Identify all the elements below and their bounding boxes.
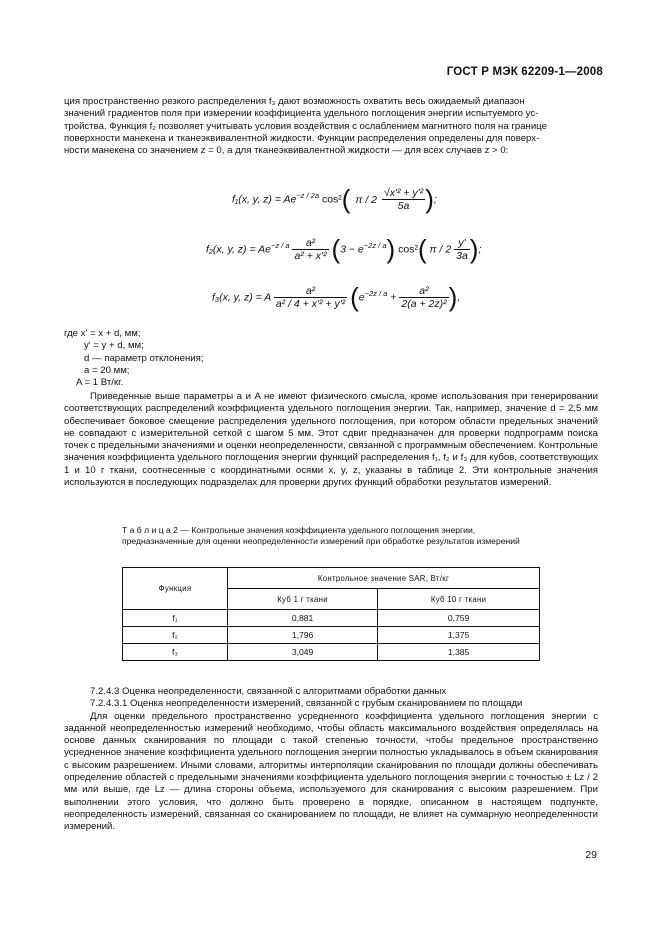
table-cell-function: f₃ <box>123 644 228 661</box>
formula-f3-den2: 2(a + 2z)² <box>401 298 447 310</box>
formula-f2-cos: cos² <box>398 243 418 256</box>
table-cell-1g: 3,049 <box>228 644 378 661</box>
where-row-2: y' = y + d, мм; <box>84 340 144 352</box>
table-cell-10g: 1,385 <box>378 644 540 661</box>
table-row <box>123 627 540 644</box>
table-cell-function: f₁ <box>123 610 228 627</box>
formula-f3-plus: + <box>390 291 397 304</box>
intro-line-5: ности манекена со значением z = 0, а для тканеэквивалентной жидкости — для всех случаев z > 0: <box>64 145 509 157</box>
formula-f3-e: e <box>358 291 365 304</box>
table-cell-function: f₂ <box>123 627 228 644</box>
table-cell-1g: 1,796 <box>228 627 378 644</box>
paragraph-1-text: Приведенные выше параметры a и A не имеют физического смысла, кроме использования при генерировании соответствующих распределений коэффициента удельного поглощения энергии. Так, например, значение d = 2,5 мм обеспечивает боковое смещение распределения удельного поглощения, при котором области предельных значений не совпадают с измерительной сеткой с шагом 5 мм. Этот сдвиг предназначен для проверки подпрограмм поиска точек с предельными значениями и оценки неопределенности, связанной с программным обеспечением. Контрольные значения коэффициента удельного поглощения энергии функций распределения f₁, f₂ и f₃ для кубов, соответствующих 1 и 10 г ткани, соотнесенные с координатными осями x, y, z, указаны в таблице 2. Эти контрольные значения используются в последующих подразделах для проверки других функций обработки результатов измерений. <box>64 391 598 489</box>
formula-f3-lhs: f₃(x, y, z) = A <box>212 291 271 304</box>
formula-f3-num: a² <box>305 285 316 297</box>
intro-line-4: поверхности манекена и тканеэквивалентной жидкости. Функции распределения определены для поверх- <box>64 132 540 144</box>
formula-f2-den: a² + x'² <box>294 250 327 262</box>
table-header-1g: Куб 1 г ткани <box>228 589 378 610</box>
where-row-4: a = 20 мм; <box>84 364 130 376</box>
where-row-3: d — параметр отклонения; <box>84 352 204 364</box>
table-header-10g: Куб 10 г ткани <box>378 589 540 610</box>
where-block <box>64 328 204 389</box>
formula-f1-sqrt-fraction: $\frac{\text{√x'² + y'²}}{5a}$ <box>383 187 424 212</box>
table-cell-10g: 1,375 <box>378 627 540 644</box>
table-cell-1g: 0,881 <box>228 610 378 627</box>
formula-f2-y-fraction <box>454 237 470 262</box>
formula-f3: f₃(x, y, z) = A $\frac{\text{a²}}{\text{a² / 4 + x'² + y'²}}$ ($e^{-2z / a}$ + $\frac{\text{a²}}{\text{2(a + 2z)²}}$ ), <box>212 282 461 312</box>
formula-f1-lhs: f₁(x, y, z) = Ae <box>232 193 297 206</box>
formula-f1-den: 5a <box>382 199 425 212</box>
where-row-1: где x' = x + d, мм; <box>64 328 141 339</box>
sar-table <box>122 567 540 661</box>
formula-f3-den: a² / 4 + x'² + y'² <box>275 298 346 310</box>
formula-f2-lhs: f₂(x, y, z) = Ae <box>206 243 271 256</box>
formula-f2-exp2: −2z / a <box>363 240 387 250</box>
intro-line-3: тройства. Функция f₂ позволяет учитывать условия воздействия с ослаблением магнитного поля на границе <box>64 120 547 132</box>
table-row <box>123 610 540 627</box>
formula-f2-num: a² <box>305 237 316 249</box>
formula-f3-exp: −2z / a <box>364 288 388 298</box>
formula-f2-pi: π / 2 <box>429 243 452 256</box>
formula-f1-fraction <box>353 194 379 206</box>
intro-paragraph <box>64 96 598 157</box>
page-header: ГОСТ Р МЭК 62209-1—2008 <box>446 66 603 78</box>
formula-f1-exp: −z / 2a <box>296 190 320 200</box>
section-heading: 7.2.4.3 Оценка неопределенности, связанной с алгоритмами обработки данных <box>90 686 447 697</box>
intro-line-2: значений градиентов поля при измерении коэффициента удельного поглощения энергии испытуемого ус- <box>64 108 539 120</box>
table-caption: Т а б л и ц а 2 — Контрольные значения коэффициента удельного поглощения энергии, предназначенные для оценки неопределенности измерений при обработке результатов измерений <box>122 525 520 546</box>
formula-f2-fraction <box>292 237 328 262</box>
formula-f2-mid: 3 − e <box>340 243 364 256</box>
table-header-function: Функция <box>123 568 228 610</box>
formula-f1-sqrt-arg: x'² + y'² <box>389 187 424 199</box>
subsection-heading: 7.2.4.3.1 Оценка неопределенности измерений, связанной с грубым сканированием по площади <box>90 698 523 710</box>
formula-f3-end: , <box>457 291 461 304</box>
formula-f3-fraction-2 <box>399 285 448 310</box>
paragraph-1 <box>64 391 598 489</box>
page-number: 29 <box>585 849 597 861</box>
table-header-group: Контрольное значение SAR, Вт/кг <box>228 568 540 589</box>
formula-f2-y-num: y' <box>458 237 466 249</box>
formula-f2-exp: −z / a <box>270 240 290 250</box>
formula-f1: f₁(x, y, $z) = Ae^{-z / 2a}$ cos²( π / 2 $\frac{\text{√x'² + y'²}}{5a}$ ); <box>232 184 437 214</box>
where-row-5: A = 1 Вт/кг. <box>76 377 124 389</box>
formula-f2: f₂(x, y, $z) = Ae^{-z / a}$ $\frac{\text{a²}}{\text{a² + x'²}}$ $(3 - e^{-2z / a})$ cos²( π / 2 $\frac{y'}{3a}$ ); <box>206 234 482 264</box>
section-body: Для оценки предельного пространственно усредненного коэффициента удельного поглощения энергии с заданной неопределенностью измерений необходимо, чтобы область максимального воздействия определялась на основе данных сканирования по площади с такой степенью точности, чтобы предельное пространственно усредненное значение коэффициента удельного поглощения энергии полностью укладывалось в объем сканирования с высоким разрешением. Иными словами, алгоритмы интерполяции сканирования по площади должны обеспечивать определение областей с предельными значениями коэффициента удельного поглощения энергии с точностью ± Lz / 2 мм или выше, где Lz — длина стороны объема, используемого для сканирования с высоким разрешением. При выполнении этого условия, что должно быть проверено в порядке, описанном в настоящем подпункте, неопределенность измерений, связанная со сканированием по площади, не влияет на суммарную неопределенности измерений. <box>64 710 598 833</box>
formula-f3-fraction <box>274 285 347 310</box>
formula-f3-num2: a² <box>419 285 429 297</box>
formula-f1-cos: cos² <box>321 193 342 206</box>
table-row <box>123 644 540 661</box>
formula-f1-end: ; <box>433 193 437 206</box>
intro-line-1: ция пространственно резкого распределения f₃ дают возможность охватить весь ожидаемый диапазон <box>64 96 525 107</box>
formula-f2-end: ; <box>478 243 482 256</box>
formula-f2-y-den: 3a <box>456 250 468 262</box>
section-7-2-4-3 <box>64 686 598 834</box>
table-cell-10g: 0,759 <box>378 610 540 627</box>
formula-f1-pi: π / 2 <box>355 193 378 206</box>
